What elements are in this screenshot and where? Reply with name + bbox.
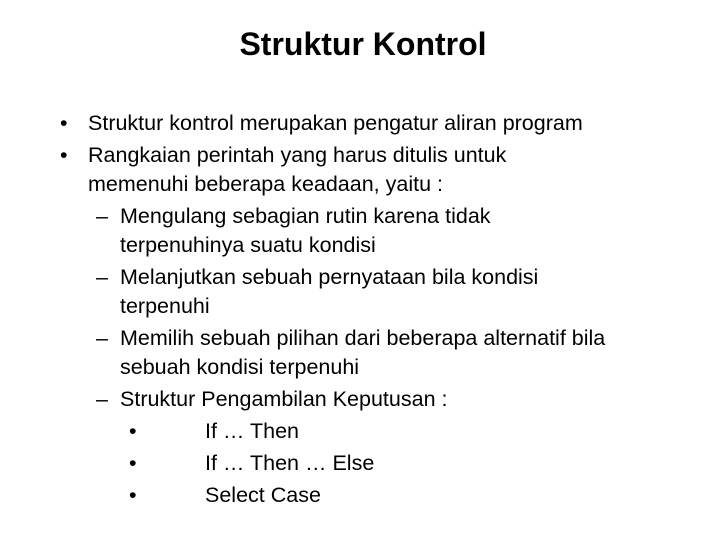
bullet-marker: •: [129, 419, 137, 443]
dash-marker: –: [96, 204, 108, 228]
sub-text-line-1: Mengulang sebagian rutin karena tidak: [120, 204, 491, 228]
bullet-marker: •: [129, 451, 137, 475]
bullet-marker: •: [60, 143, 68, 167]
dash-marker: –: [96, 326, 108, 350]
sub-sub-text: If … Then: [205, 419, 300, 443]
sub-text-line-2: sebuah kondisi terpenuhi: [120, 355, 360, 379]
bullet-text-line-1: Rangkaian perintah yang harus ditulis untuk: [88, 143, 507, 167]
sub-sub-item-1: [0, 417, 720, 446]
dash-marker: –: [96, 387, 108, 411]
bullet-marker: •: [129, 483, 137, 507]
sub-sub-text: If … Then … Else: [205, 451, 375, 475]
sub-text-line-1: Melanjutkan sebuah pernyataan bila kondisi: [120, 265, 539, 289]
bullet-item-1: [0, 109, 720, 138]
sub-list: [0, 202, 720, 510]
sub-sub-text: Select Case: [205, 483, 321, 507]
bullet-marker: •: [60, 111, 68, 135]
dash-marker: –: [96, 265, 108, 289]
bullet-list: [0, 109, 720, 510]
sub-sub-item-3: [0, 481, 720, 510]
sub-text-line-1: Memilih sebuah pilihan dari beberapa alternatif bila: [120, 326, 606, 350]
sub-text-line-1: Struktur Pengambilan Keputusan :: [120, 387, 448, 411]
sub-text-line-2: terpenuhi: [120, 294, 210, 318]
sub-item-4: [0, 385, 720, 414]
sub-item-2: [0, 263, 720, 321]
sub-sub-list: [0, 417, 720, 510]
bullet-item-2: [0, 141, 720, 199]
slide-title: Struktur Kontrol: [239, 26, 487, 62]
sub-item-3: [0, 324, 720, 382]
bullet-text: Struktur kontrol merupakan pengatur aliran program: [88, 111, 583, 135]
sub-item-1: [0, 202, 720, 260]
bullet-text-line-2: memenuhi beberapa keadaan, yaitu :: [88, 172, 443, 196]
sub-sub-item-2: [0, 449, 720, 478]
sub-text-line-2: terpenuhinya suatu kondisi: [120, 233, 376, 257]
